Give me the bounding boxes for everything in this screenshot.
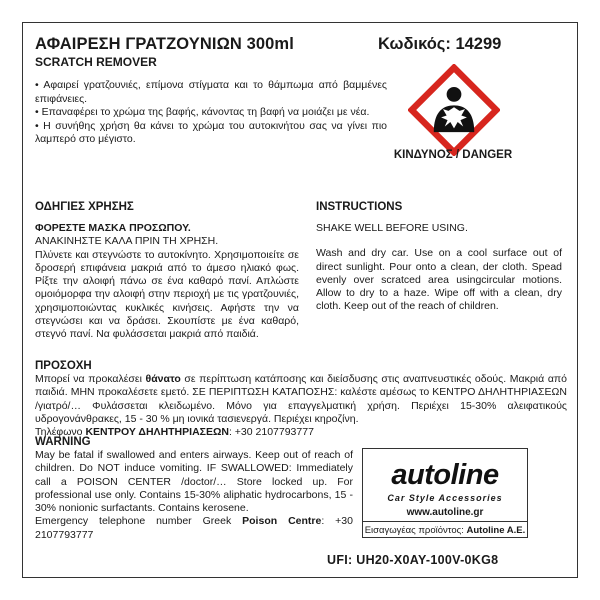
warning-text: May be fatal if swallowed and enters airways. Keep out of reach of children. Do NOT induce vomiting. IF SWALLOWED: Immediately call a POISON CENTER /doctor/… Store locked up. For professional use only. Contains 15-30% aliphatic hydrocarbons, 15 - 30% nonionic surfactants. Contains kerosene. bbox=[35, 449, 353, 515]
brand-logo: autoline bbox=[391, 459, 499, 491]
feature-item: • Αφαιρεί γρατζουνιές, επίμονα στίγματα και το θάμπωμα από βαμμένες επιφάνειες. bbox=[35, 79, 387, 105]
feature-item: • Επαναφέρει το χρώμα της βαφής, κάνοντας τη βαφή να μοιάζει με νέα. bbox=[35, 106, 370, 119]
feature-list bbox=[35, 79, 387, 147]
product-label bbox=[22, 22, 578, 578]
health-hazard-icon bbox=[408, 64, 500, 156]
section-heading: INSTRUCTIONS bbox=[316, 201, 403, 213]
product-subtitle: SCRATCH REMOVER bbox=[35, 55, 157, 69]
instructions-english bbox=[316, 201, 562, 314]
brand-url: www.autoline.gr bbox=[406, 507, 484, 518]
warning-section bbox=[35, 436, 353, 542]
importer-info: Εισαγωγέας προϊόντος: Autoline A.E. bbox=[364, 525, 526, 536]
brand-box bbox=[362, 448, 528, 538]
product-code: Κωδικός: 14299 bbox=[378, 35, 502, 53]
ufi-code: UFI: UH20-X0AY-100V-0KG8 bbox=[327, 553, 499, 567]
warning-phone: Emergency telephone number Greek Poison Centre: +30 2107793777 bbox=[35, 515, 353, 541]
caution-text: Μπορεί να προκαλέσει θάνατο σε περίπτωση κατάποσης και διείσδυσης στις αναπνευστικές οδούς. Μακριά από παιδιά. ΜΗΝ προκαλέσετε εμετό. ΣΕ ΠΕΡΙΠΤΩΣΗ ΚΑΤΑΠΟΣΗΣ: καλέστε αμέσως το ΚΕΝΤΡΟ ΔΗΛΗΤΗΡΙΑΣΕΩΝ /γιατρό/… Φυλάσσεται κλειδωμένο. Μόνο για επαγγελματική χρήση. Περιέχει 15-30% αλειφατικούς υδρογονάνθρακες, 15 - 30 % μη ιονικά τασιενεργά. Περιέχει κηροζίνη. bbox=[35, 373, 567, 425]
divider bbox=[363, 521, 527, 522]
section-heading: WARNING bbox=[35, 436, 91, 448]
section-heading: ΟΔΗΓΙΕΣ ΧΡΗΣΗΣ bbox=[35, 201, 134, 213]
caution-section bbox=[35, 360, 567, 439]
product-title: ΑΦΑΙΡΕΣΗ ΓΡΑΤΖΟΥΝΙΩΝ 300ml bbox=[35, 35, 294, 53]
instruction-body: Πλύνετε και στεγνώστε το αυτοκίνητο. Χρησιμοποιείτε σε δροσερή επιφάνεια μακριά από το άμεσο ηλιακό φως. Ρίξτε την αλοιφή πάνω σε ένα καθαρό πανί. Απλώστε ομοιόμορφα την αλοιφή στην περιοχή με τις γρατζουνιές, χρησιμοποιώντας κυκλικές κινήσεις. Αφήστε την να στεγνώσει και να δράσει. Σκουπίστε με ένα καθαρό, στεγνό πανί. Να φυλάσσεται μακριά από παιδιά. bbox=[35, 248, 299, 341]
instruction-line: ΦΟΡΕΣΤΕ ΜΑΣΚΑ ΠΡΟΣΩΠΟΥ. bbox=[35, 222, 191, 234]
instruction-line: SHAKE WELL BEFORE USING. bbox=[316, 222, 468, 234]
instructions-greek bbox=[35, 201, 299, 342]
instruction-line: ΑΝΑΚΙΝΗΣΤΕ ΚΑΛΑ ΠΡΙΝ ΤΗ ΧΡΗΣΗ. bbox=[35, 235, 219, 248]
feature-item: • Η συνήθης χρήση θα κάνει το χρώμα του αυτοκινήτου σας να γίνει πιο λαμπερό στο μέγιστο. bbox=[35, 119, 387, 146]
signal-word: ΚΙΝΔΥΝΟΣ / DANGER bbox=[393, 149, 513, 161]
section-heading: ΠΡΟΣΟΧΗ bbox=[35, 360, 92, 372]
brand-tagline: Car Style Accessories bbox=[387, 493, 503, 503]
caution-phone: Τηλέφωνο ΚΕΝΤΡΟΥ ΔΗΛΗΤΗΡΙΑΣΕΩΝ: +30 2107793777 bbox=[35, 426, 314, 439]
instruction-body: Wash and dry car. Use on a cool surface out of direct sunlight. Pour onto a clean, der cloth. Spead evenly over scratced area usingcircular motions. Allow to dry to a haze. Wipe off with a clean, dry cloth. Keep out of the reach of children. bbox=[316, 247, 562, 313]
